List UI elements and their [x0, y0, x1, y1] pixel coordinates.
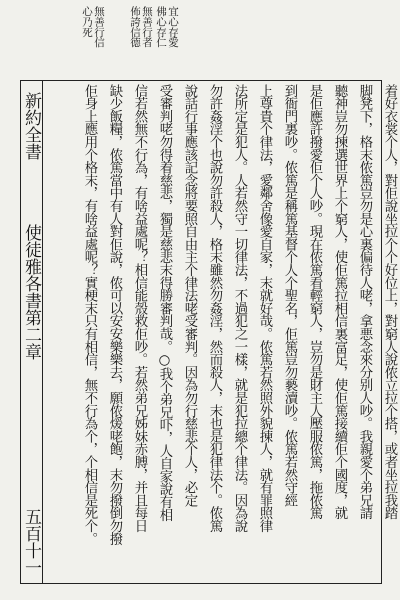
page-number: 五百十一	[21, 508, 41, 576]
annotation-line: 佈誇信德	[129, 6, 141, 48]
annotation-line: 佛心存仁	[155, 6, 167, 48]
text-column: 勿許姦淫个也說勿許殺人，格末雖然勿姦淫，然而殺人，末也是犯律法个。侬篤	[207, 84, 222, 533]
text-column: 聽神豈勿揀選世界上个窮人，使佢篤拉相信裏富足，使佢篤接續佢个國度，就	[332, 84, 347, 520]
chapter-heading: 使徒雅各書第二章	[21, 224, 41, 360]
text-column: 着好衣裳个人，對佢說坐拉个个好位上，對窮人說侬立拉个搭，或者坐拉我踏	[382, 84, 397, 520]
annotation-line: 無善行信	[93, 6, 105, 48]
text-column: 佢身上應用个格末，有啥益處呢？實梗末只有相信，無不行為个，个相信是死个。	[82, 84, 97, 545]
header-divider-rule	[42, 80, 43, 584]
text-column: 缺少飯糧，侬篤當中有人對佢說，侬可以安安樂樂去，願侬煖咾飽，末勿撥倒勿撥	[107, 84, 122, 545]
text-column: 法所定是犯人。人若然守一切律法，不過犯之一樣，就是犯拉總个律法。因為說	[232, 84, 247, 533]
text-column: 是佢應許撥愛佢个人吵。現在侬篤看輕窮人，豈勿是財主人壓服侬篤，拖侬篤	[307, 84, 322, 520]
frame-top-rule	[20, 80, 382, 81]
frame-bottom-rule	[20, 583, 382, 584]
text-column: 脚凳下，格末侬篤豈勿是心裏偏待人咾，拿悪念來分别人吵。我親愛个弟兄請	[357, 84, 372, 520]
text-column: 受審判咾勿得着慈悲，獨是慈悲末得勝審判哉。○我个弟兄吓，人自家說有相	[157, 84, 172, 521]
text-column: 說話行事應該記念將要照自由主个律法咾受審判。因為勿行慈悲个人，必定	[182, 84, 197, 507]
annotation-line: 心乃死	[81, 6, 93, 37]
annotation-line: 宜心存愛	[167, 6, 179, 48]
text-column: 到衙門裏吵。侬篤是稱篤基督个人个聖名，佢篤豈勿褻瀆吵。侬篤若然守經	[282, 84, 297, 507]
annotation-line: 無善行者	[141, 6, 153, 48]
book-title: 新約全書	[21, 92, 41, 160]
text-column: 信若然無不行為，有啥益處呢？相信能殼救佢吵。若然弟兄姊妹赤膊，并且每日	[132, 84, 147, 533]
text-column: 上尊貴个律法，愛鄰舍像愛自家，末就好哉。侬篤若然照外貌揀人，就有罪照律	[257, 84, 272, 533]
